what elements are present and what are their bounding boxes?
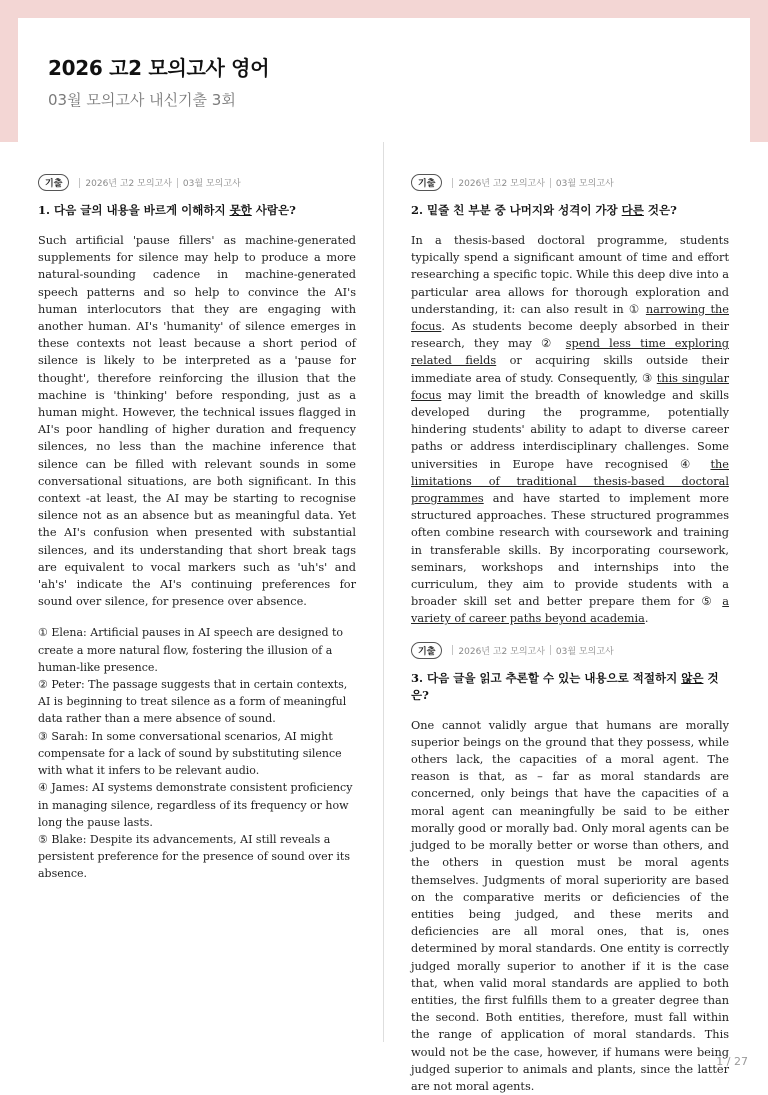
source-separator — [550, 645, 551, 655]
text-run: Such artificial 'pause fillers' as machine-generated supplements for silence may help to produce a more natural-sounding cadence in machine-generated speech patterns and so help to convince the AI's human interlocutors that they are engaging with another human. AI's 'humanity' of silence emerges in these contexts not least because a short period of silence is likely to be interpreted as a 'pause for thought', therefore reinforcing the illusion that the machine is 'thinking' before responding, just as a human might. However, the technical issues flagged in AI's poor handling of higher duration and frequency silences, no less than the machine inference that silence can be filled with relevant sounds in some conversational situations, are both significant. In this context -at least, the AI may be starting to recognise silence not as an absence but as meaningful data. Yet the AI's confusion when presented with substantial silences, and its understanding that short break tags are equivalent to vocal markers such as 'uh's' and 'ah's' indicate the AI's continuing preferences for sound over silence, for presence over absence. — [38, 234, 356, 609]
text-run: may limit the breadth of knowledge and skills developed during the programme, potentially hindering students' ability to adapt to diverse career paths or address interdisciplinary challenges. Some universities in Europe have recognised ④ — [411, 388, 729, 471]
question-2-tag: 기출 — [411, 174, 442, 191]
question-1-passage — [38, 232, 356, 610]
question-1-source — [38, 174, 356, 191]
text-run: 1. 다음 글의 내용을 바르게 이해하지 — [38, 203, 230, 217]
choice-1: ① Elena: Artificial pauses in AI speech are designed to create a more natural flow, fostering the illusion of a human-like presence. — [38, 626, 344, 674]
text-run: One cannot validly argue that humans are morally superior beings on the ground that they possess, while others lack, the capacities of a moral agent. The reason is that, as – far as moral standards are concerned, only beings that have the capacities of a moral agent can meaningfully be said to be either morally good or morally bad. Only moral agents can be judged to be morally better or worse than others, and the others in question must be moral agents themselves. Judgments of moral superiority are based on the comparative merits or deficiencies of the entities being judged, and these merits and deficiencies are all moral ones, that is, ones determined by moral standards. One entity is correctly judged morally superior to another if it is the case that, when valid moral standards are applied to both entities, the first fulfills them to a greater degree than the second. Both entities, therefore, must fall within the range of application of moral standards. This would not be the case, however, if humans were being judged superior to animals and plants, since the latter are not moral agents. — [411, 718, 729, 1093]
question-3-tag: 기출 — [411, 642, 442, 659]
source-separator — [452, 178, 453, 188]
text-run: 2. 밑줄 친 부분 중 나머지와 성격이 가장 — [411, 203, 622, 217]
question-1-source-year: 2026년 고2 모의고사 — [85, 179, 172, 189]
underlined-phrase: 못한 — [229, 203, 252, 217]
text-run: 사람은? — [251, 203, 296, 217]
question-1-choices — [38, 624, 356, 882]
question-1-source-month: 03월 모의고사 — [182, 179, 241, 189]
right-column — [411, 174, 729, 1095]
text-run: . As students become deeply absorbed in their research, they may ② — [411, 320, 729, 351]
choice-5: ⑤ Blake: Despite its advancements, AI still reveals a persistent preference for the presence of sound over its absence. — [38, 832, 350, 881]
source-separator — [452, 645, 453, 655]
left-column — [38, 174, 356, 883]
source-separator — [79, 178, 80, 188]
question-3-source-month: 03월 모의고사 — [555, 646, 614, 657]
choice-4: ④ James: AI systems demonstrate consistent proficiency in managing silence, regardless of its frequency or how long the pause lasts. — [38, 781, 353, 829]
text-run: 3. 다음 글을 읽고 추론할 수 있는 내용으로 적절하지 — [411, 670, 682, 685]
text-run: and have started to implement more structured approaches. These structured programmes often combine research with coursework and training in transferable skills. By incorporating coursework, seminars, workshops and internships into the curriculum, they aim to provide students with a broader skill set and better prepare them for ⑤ — [411, 492, 729, 609]
source-separator — [177, 178, 178, 188]
choice-2: ② Peter: The passage suggests that in certain contexts, AI is beginning to treat silence as a form of meaningful data rather than a mere absence of sound. — [38, 678, 348, 726]
underlined-phrase: 않은 — [681, 670, 704, 685]
source-separator — [550, 178, 551, 188]
question-2-title — [411, 202, 729, 219]
page-subtitle: 03월 모의고사 내신기출 3회 — [48, 91, 236, 109]
underlined-phrase: 다른 — [621, 203, 644, 217]
question-1-tag: 기출 — [38, 174, 69, 191]
underlined-phrase: the limitations of traditional thesis-based doctoral programmes — [411, 457, 729, 506]
question-2-source-month: 03월 모의고사 — [555, 179, 614, 189]
question-3-passage — [411, 717, 729, 1095]
page-title: 2026 고2 모의고사 영어 — [48, 56, 270, 80]
underlined-phrase: this singular focus — [411, 371, 729, 402]
question-2-source-year: 2026년 고2 모의고사 — [458, 179, 545, 189]
question-2-source — [411, 174, 729, 191]
text-run: In a thesis-based doctoral programme, students typically spend a significant amount of time and effort researching a specific topic. While this deep dive into a particular area allows for thorough exploration and understanding, it: can also result in ① — [411, 234, 729, 316]
question-3-title — [411, 670, 729, 704]
question-3-source — [411, 642, 729, 659]
question-3-source-year: 2026년 고2 모의고사 — [458, 646, 545, 657]
underlined-phrase: narrowing the focus — [411, 302, 729, 334]
text-run: or acquiring skills outside their immediate area of study. Consequently, ③ — [411, 354, 729, 385]
page-number: 1 / 27 — [716, 1055, 748, 1068]
question-2-passage — [411, 232, 729, 628]
text-run: 것은? — [643, 203, 677, 217]
column-divider — [383, 142, 384, 1042]
choice-3: ③ Sarah: In some conversational scenarios, AI might compensate for a lack of sound by substituting silence with what it infers to be relevant audio. — [38, 729, 342, 778]
text-run: 것은? — [411, 670, 719, 702]
underlined-phrase: spend less time exploring related fields — [411, 337, 729, 368]
underlined-phrase: a variety of career paths beyond academia — [411, 595, 729, 626]
text-run: . — [644, 612, 649, 626]
question-1-title — [38, 202, 356, 219]
question-3-block — [411, 642, 729, 1095]
